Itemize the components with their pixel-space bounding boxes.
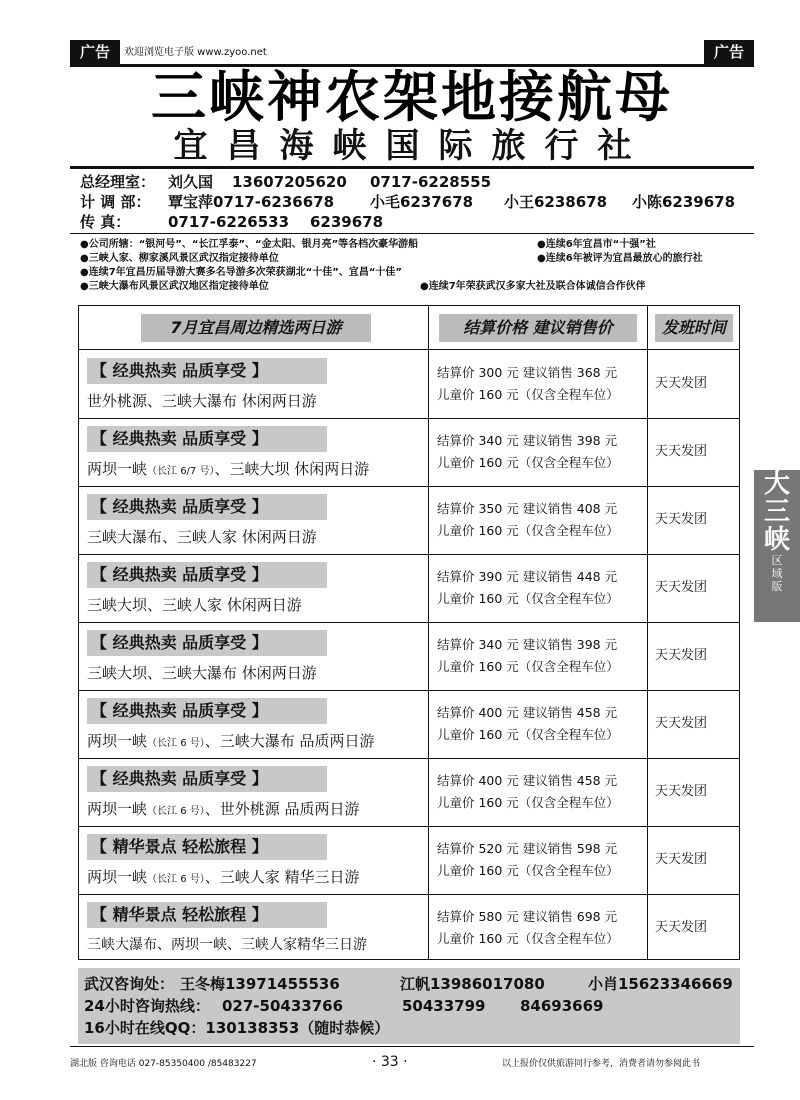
route-note: （长江 6 号） (147, 806, 205, 817)
row-child-price: 儿童价 160 元（仅含全程车位） (437, 795, 619, 810)
row-child-price: 儿童价 160 元（仅含全程车位） (437, 931, 619, 946)
agency-name: 宜昌海峡国际旅行社 (173, 126, 651, 166)
route-note: （长江 6/7 号） (147, 466, 215, 477)
wuhan-label: 武汉咨询处： (84, 975, 175, 993)
dispatch-phone-1: 覃宝萍0717-6236678 (168, 193, 335, 211)
row-depart: 天天发团 (655, 920, 708, 935)
hotline-phone-2: 50433799 (402, 997, 486, 1015)
route-rest: 、三峡人家 精华三日游 (204, 868, 360, 886)
ad-tag-right: 广告 (704, 40, 754, 64)
row-route: 三峡大坝、三峡人家 休闲两日游 (87, 596, 302, 614)
route-note: （长江 6 号） (147, 874, 205, 885)
row-price: 结算价 390 元 建议销售 448 元 (437, 569, 618, 584)
row-depart: 天天发团 (655, 512, 708, 527)
info-bullet: ●连续6年被评为宜昌最放心的旅行社 (537, 253, 703, 264)
wuhan-line (84, 974, 734, 994)
row-price: 结算价 300 元 建议销售 368 元 (437, 365, 618, 380)
row-depart: 天天发团 (655, 784, 708, 799)
table-rule (79, 418, 739, 419)
info-bullet: ●连续7年荣获武汉多家大社及联合体诚信合作伙伴 (420, 281, 646, 292)
row-price: 结算价 400 元 建议销售 458 元 (437, 705, 618, 720)
gm-name: 刘久国 (168, 173, 214, 191)
region-tab (754, 470, 800, 622)
route-main: 两坝一峡 (87, 460, 148, 478)
info-bullet: ●三峡人家、柳家溪风景区武汉指定接待单位 (80, 253, 279, 264)
table-rule (79, 349, 739, 350)
region-tab-char: 版 (771, 580, 783, 593)
row-route (87, 799, 360, 822)
page-number: · 33 · (372, 1054, 408, 1070)
fax-label: 传 真： (80, 213, 131, 231)
row-tag: 【 经典热卖 品质享受 】 (87, 630, 327, 656)
row-price: 结算价 520 元 建议销售 598 元 (437, 841, 618, 856)
gm-contact-line (80, 172, 740, 192)
route-main: 两坝一峡 (87, 800, 148, 818)
row-route: 三峡大瀑布、两坝一峡、三峡人家精华三日游 (87, 937, 367, 953)
gm-phone: 0717-6228555 (370, 173, 492, 191)
region-tab-char: 三 (763, 497, 790, 527)
row-child-price: 儿童价 160 元（仅含全程车位） (437, 659, 619, 674)
row-tag: 【 经典热卖 品质享受 】 (87, 766, 327, 792)
info-bullet: ●连续7年宜昌历届导游大赛多名导游多次荣获湖北“十佳”、宜昌“十佳” (80, 267, 402, 278)
row-route: 三峡大坝、三峡大瀑布 休闲两日游 (87, 664, 317, 682)
fax-number-1: 0717-6226533 (168, 213, 290, 231)
header-price: 结算价格 建议销售价 (439, 314, 637, 342)
row-child-price: 儿童价 160 元（仅含全程车位） (437, 863, 619, 878)
website-link[interactable]: 欢迎浏览电子版 www.zyoo.net (124, 47, 267, 58)
table-rule (79, 894, 739, 895)
region-tab-char: 域 (771, 567, 783, 580)
row-tag: 【 经典热卖 品质享受 】 (87, 698, 327, 724)
row-price: 结算价 350 元 建议销售 408 元 (437, 501, 618, 516)
header-route: 7月宜昌周边精选两日游 (141, 314, 371, 342)
wuhan-phone-3: 小肖15623346669 (588, 975, 733, 993)
table-divider (428, 306, 429, 959)
main-title: 三峡神农架地接航母 (150, 68, 673, 126)
fax-contact-line (80, 212, 740, 232)
route-rest: 、三峡大坝 休闲两日游 (214, 460, 370, 478)
route-main: 两坝一峡 (87, 868, 148, 886)
contact-rule (70, 233, 754, 234)
row-tag: 【 经典热卖 品质享受 】 (87, 426, 327, 452)
row-child-price: 儿童价 160 元（仅含全程车位） (437, 455, 619, 470)
hotline-phone-1: 027-50433766 (222, 997, 344, 1015)
wuhan-contact-box (78, 968, 740, 1044)
row-depart: 天天发团 (655, 580, 708, 595)
dispatch-phone-4: 小陈6239678 (632, 193, 736, 211)
row-route (87, 459, 369, 482)
row-price: 结算价 340 元 建议销售 398 元 (437, 637, 618, 652)
region-tab-char: 峡 (763, 525, 790, 555)
row-route (87, 731, 375, 754)
top-rule (70, 64, 754, 67)
edition-phone: 湖北版 咨询电话 027-85350400 /85483227 (70, 1059, 257, 1069)
row-route: 三峡大瀑布、三峡人家 休闲两日游 (87, 528, 317, 546)
gm-label: 总经理室： (80, 173, 156, 191)
route-note: （长江 6 号） (147, 738, 205, 749)
table-rule (79, 486, 739, 487)
middle-rule (70, 166, 754, 169)
tour-table (78, 305, 740, 960)
row-depart: 天天发团 (655, 376, 708, 391)
row-child-price: 儿童价 160 元（仅含全程车位） (437, 591, 619, 606)
route-main: 两坝一峡 (87, 732, 148, 750)
table-rule (79, 622, 739, 623)
info-bullet: ●公司所辖：“银河号”、“长江孚泰”、“金太阳、银月亮”等各档次豪华游船 (80, 239, 419, 250)
bottom-rule (70, 1046, 754, 1047)
wuhan-phone-1: 王冬梅13971455536 (180, 975, 340, 993)
region-tab-char: 区 (771, 554, 783, 567)
row-route: 世外桃源、三峡大瀑布 休闲两日游 (87, 392, 317, 410)
row-tag: 【 精华景点 轻松旅程 】 (87, 834, 327, 860)
dispatch-label: 计 调 部： (80, 193, 151, 211)
info-bullet: ●连续6年宜昌市“十强”社 (537, 239, 656, 250)
row-tag: 【 精华景点 轻松旅程 】 (87, 902, 327, 928)
row-tag: 【 经典热卖 品质享受 】 (87, 494, 327, 520)
table-rule (79, 758, 739, 759)
row-route (87, 867, 360, 890)
hotline-label: 24小时咨询热线： (84, 997, 210, 1015)
row-child-price: 儿童价 160 元（仅含全程车位） (437, 727, 619, 742)
hotline-phone-3: 84693669 (520, 997, 604, 1015)
table-rule (79, 690, 739, 691)
row-price: 结算价 400 元 建议销售 458 元 (437, 773, 618, 788)
row-depart: 天天发团 (655, 648, 708, 663)
wuhan-phone-2: 江帆13986017080 (400, 975, 545, 993)
row-depart: 天天发团 (655, 716, 708, 731)
route-rest: 、世外桃源 品质两日游 (204, 800, 360, 818)
disclaimer: 以上报价仅供旅游同行参考，消费者请勿参阅此书 (502, 1059, 701, 1069)
region-tab-char: 大 (763, 469, 790, 499)
row-child-price: 儿童价 160 元（仅含全程车位） (437, 387, 619, 402)
dispatch-phone-3: 小王6238678 (504, 193, 608, 211)
info-bullet: ●三峡大瀑布风景区武汉地区指定接待单位 (80, 281, 269, 292)
row-tag: 【 经典热卖 品质享受 】 (87, 562, 327, 588)
row-tag: 【 经典热卖 品质享受 】 (87, 358, 327, 384)
row-price: 结算价 580 元 建议销售 698 元 (437, 909, 618, 924)
ad-tag-left: 广告 (70, 40, 120, 64)
fax-number-2: 6239678 (310, 213, 384, 231)
row-depart: 天天发团 (655, 444, 708, 459)
row-depart: 天天发团 (655, 852, 708, 867)
hotline-line (84, 996, 734, 1016)
row-price: 结算价 340 元 建议销售 398 元 (437, 433, 618, 448)
table-rule (79, 554, 739, 555)
table-rule (79, 826, 739, 827)
header-depart: 发班时间 (655, 314, 733, 342)
row-child-price: 儿童价 160 元（仅含全程车位） (437, 523, 619, 538)
qq-line: 16小时在线QQ：130138353（随时恭候） (84, 1019, 390, 1037)
route-rest: 、三峡大瀑布 品质两日游 (204, 732, 375, 750)
table-divider (647, 306, 648, 959)
dispatch-contact-line (80, 192, 740, 212)
dispatch-phone-2: 小毛6237678 (370, 193, 474, 211)
gm-mobile: 13607205620 (232, 173, 347, 191)
